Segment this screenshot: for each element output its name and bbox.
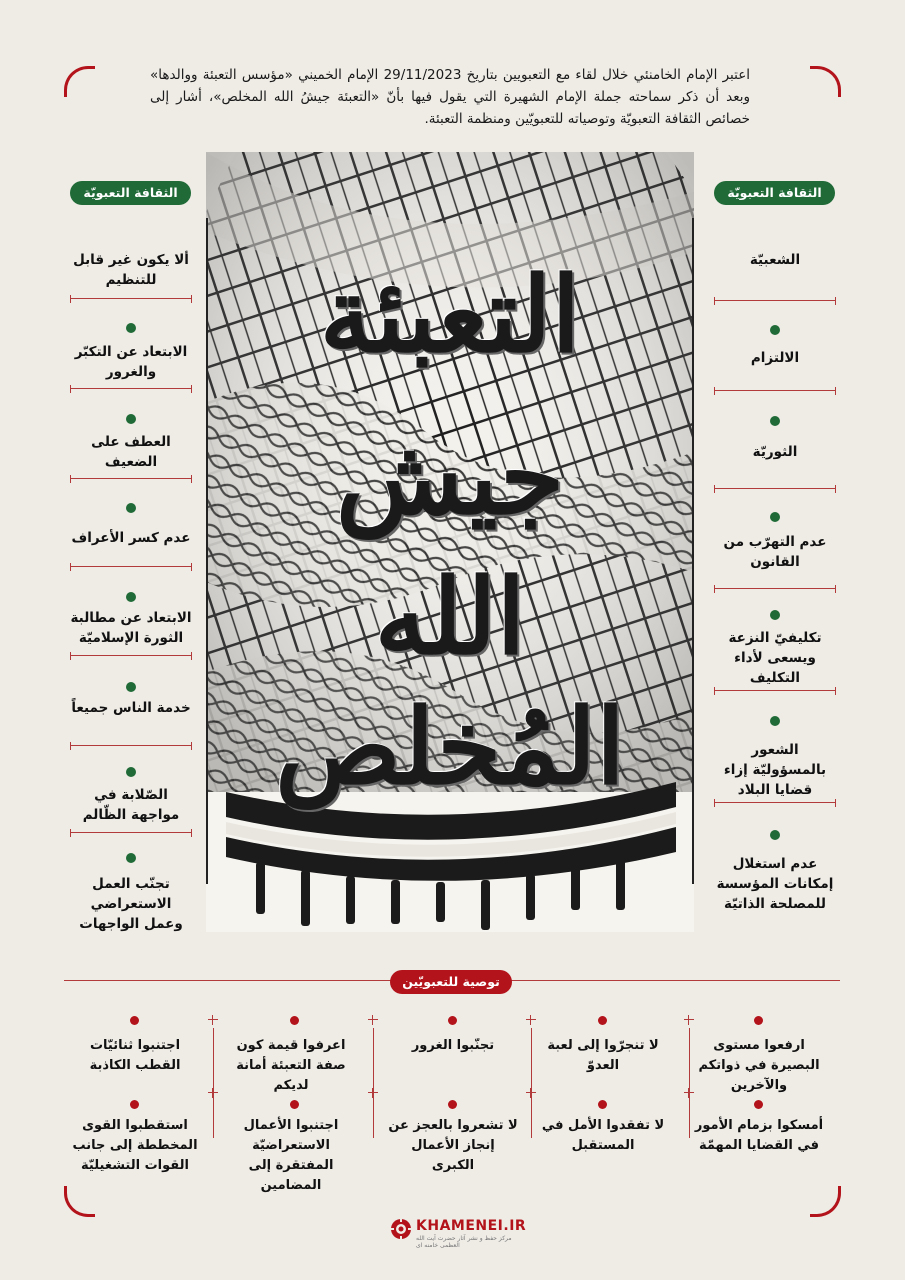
divider bbox=[714, 300, 836, 301]
recommendation-item: استقطبوا القوى المخططة إلى جانب القوات التشغيليّة bbox=[72, 1118, 198, 1173]
recommendation-item: لا تنجرّوا إلى لعبة العدوّ bbox=[547, 1038, 659, 1073]
plus-marker bbox=[208, 1015, 218, 1025]
list-item: عدم كسر الأعراف bbox=[71, 530, 191, 546]
divider bbox=[70, 655, 192, 656]
plus-marker bbox=[368, 1088, 378, 1098]
list-item: الشعبيّة bbox=[749, 252, 801, 268]
bullet-dot bbox=[126, 592, 136, 602]
bullet-dot bbox=[770, 610, 780, 620]
bullet-dot bbox=[770, 325, 780, 335]
keffiyeh-artwork bbox=[206, 152, 694, 932]
column-divider bbox=[213, 1028, 214, 1138]
recommendation-item: اجتنبوا الأعمال الاستعراضيّة المفتقرة إلى المضامين bbox=[243, 1118, 339, 1193]
list-item: العطف على الضعيف bbox=[91, 434, 171, 470]
list-item: الصّلابة في مواجهة الظّالم bbox=[82, 787, 180, 823]
list-item: الثوريّة bbox=[752, 444, 798, 460]
recommendations-header: توصية للتعبويّين bbox=[390, 970, 512, 994]
khamenei-logo[interactable] bbox=[390, 1216, 527, 1249]
list-item: عدم التهرّب من القانون bbox=[723, 534, 827, 570]
plus-marker bbox=[526, 1015, 536, 1025]
artwork-frame-right bbox=[692, 218, 694, 884]
corner-top-right bbox=[810, 66, 841, 97]
bullet-dot bbox=[126, 682, 136, 692]
divider bbox=[70, 388, 192, 389]
bullet-dot bbox=[130, 1100, 139, 1109]
plus-marker bbox=[208, 1088, 218, 1098]
divider bbox=[714, 588, 836, 589]
divider bbox=[70, 745, 192, 746]
list-item: تجنّب العمل الاستعراضي وعمل الواجهات bbox=[79, 876, 183, 932]
corner-bottom-left bbox=[64, 1186, 95, 1217]
plus-marker bbox=[684, 1015, 694, 1025]
bullet-dot bbox=[126, 853, 136, 863]
bullet-dot bbox=[126, 414, 136, 424]
divider bbox=[70, 566, 192, 567]
logo-subtitle: مركز حفظ و نشر آثار حضرت آيت الله العظمی خامنه ای bbox=[416, 1235, 512, 1249]
bullet-dot bbox=[770, 716, 780, 726]
bullet-dot bbox=[770, 830, 780, 840]
bullet-dot bbox=[126, 323, 136, 333]
list-item: عدم استغلال إمكانات المؤسسة للمصلحة الذاتيّة bbox=[716, 856, 834, 912]
bullet-dot bbox=[754, 1100, 763, 1109]
logo-text: KHAMENEI.IR bbox=[416, 1218, 527, 1234]
divider bbox=[70, 478, 192, 479]
bullet-dot bbox=[448, 1016, 457, 1025]
bullet-dot bbox=[754, 1016, 763, 1025]
left-column-header: الثقافة التعبويّة bbox=[70, 181, 191, 205]
artwork-frame-left bbox=[206, 218, 208, 884]
list-item: الابتعاد عن مطالبة الثورة الإسلاميّة bbox=[70, 610, 192, 646]
list-item: الابتعاد عن التكبّر والغرور bbox=[74, 344, 188, 380]
recommendation-item: تجنّبوا الغرور bbox=[411, 1038, 495, 1053]
divider bbox=[714, 690, 836, 691]
right-column-header: الثقافة التعبويّة bbox=[714, 181, 835, 205]
plus-marker bbox=[368, 1015, 378, 1025]
recommendation-item: لا تشعروا بالعجز عن إنجاز الأعمال الكبرى bbox=[388, 1118, 518, 1173]
divider bbox=[714, 390, 836, 391]
column-divider bbox=[531, 1028, 532, 1138]
bullet-dot bbox=[126, 767, 136, 777]
bullet-dot bbox=[770, 416, 780, 426]
intro-paragraph: اعتبر الإمام الخامنئي خلال لقاء مع التعبويين بتاريخ 29/11/2023 الإمام الخميني «مؤسس التعبئة ووالدها» وبعد أن ذكر سماحته جملة الإمام الشهيرة التي يقول فيها بأنّ «التعبئة جيشُ الله المخلص»، أشار إلى خصائص الثقافة التعبويّة وتوصياته للتعبويّين ومنظمة التعبئة. bbox=[150, 67, 751, 127]
recommendation-item: اعرفوا قيمة كون صفة التعبئة أمانة لديكم bbox=[236, 1038, 346, 1093]
column-divider bbox=[689, 1028, 690, 1138]
bullet-dot bbox=[598, 1100, 607, 1109]
calligraphy-word: التعبئة bbox=[319, 253, 581, 376]
divider bbox=[714, 488, 836, 489]
corner-bottom-right bbox=[810, 1186, 841, 1217]
recommendation-item: لا تفقدوا الأمل في المستقبل bbox=[541, 1118, 665, 1153]
column-divider bbox=[373, 1028, 374, 1138]
bullet-dot bbox=[598, 1016, 607, 1025]
recommendation-item: اجتنبوا ثنائيّات القطب الكاذبة bbox=[89, 1038, 181, 1073]
divider bbox=[70, 832, 192, 833]
divider bbox=[70, 298, 192, 299]
list-item: الشعور بالمسؤوليّة إزاء قضايا البلاد bbox=[723, 742, 827, 798]
calligraphy-word: الله bbox=[374, 555, 526, 678]
bullet-dot bbox=[126, 503, 136, 513]
logo-emblem-icon bbox=[390, 1218, 412, 1240]
recommendation-item: ارفعوا مستوى البصيرة في ذواتكم والآخرين bbox=[698, 1038, 820, 1093]
list-item: تكليفيّ النزعة ويسعى لأداء التكليف bbox=[728, 630, 822, 686]
plus-marker bbox=[684, 1088, 694, 1098]
corner-top-left bbox=[64, 66, 95, 97]
bullet-dot bbox=[290, 1100, 299, 1109]
recommendation-item: أمسكوا بزمام الأمور في القضايا المهمّة bbox=[694, 1118, 824, 1153]
bullet-dot bbox=[130, 1016, 139, 1025]
bullet-dot bbox=[448, 1100, 457, 1109]
calligraphy-word: جيش bbox=[335, 415, 565, 538]
list-item: خدمة الناس جميعاً bbox=[71, 700, 191, 716]
list-item: الالتزام bbox=[750, 350, 800, 366]
list-item: ألا يكون غير قابل للتنظيم bbox=[73, 252, 189, 288]
calligraphy-word: المُخلص bbox=[275, 685, 625, 808]
divider bbox=[714, 802, 836, 803]
bullet-dot bbox=[770, 512, 780, 522]
plus-marker bbox=[526, 1088, 536, 1098]
bullet-dot bbox=[290, 1016, 299, 1025]
